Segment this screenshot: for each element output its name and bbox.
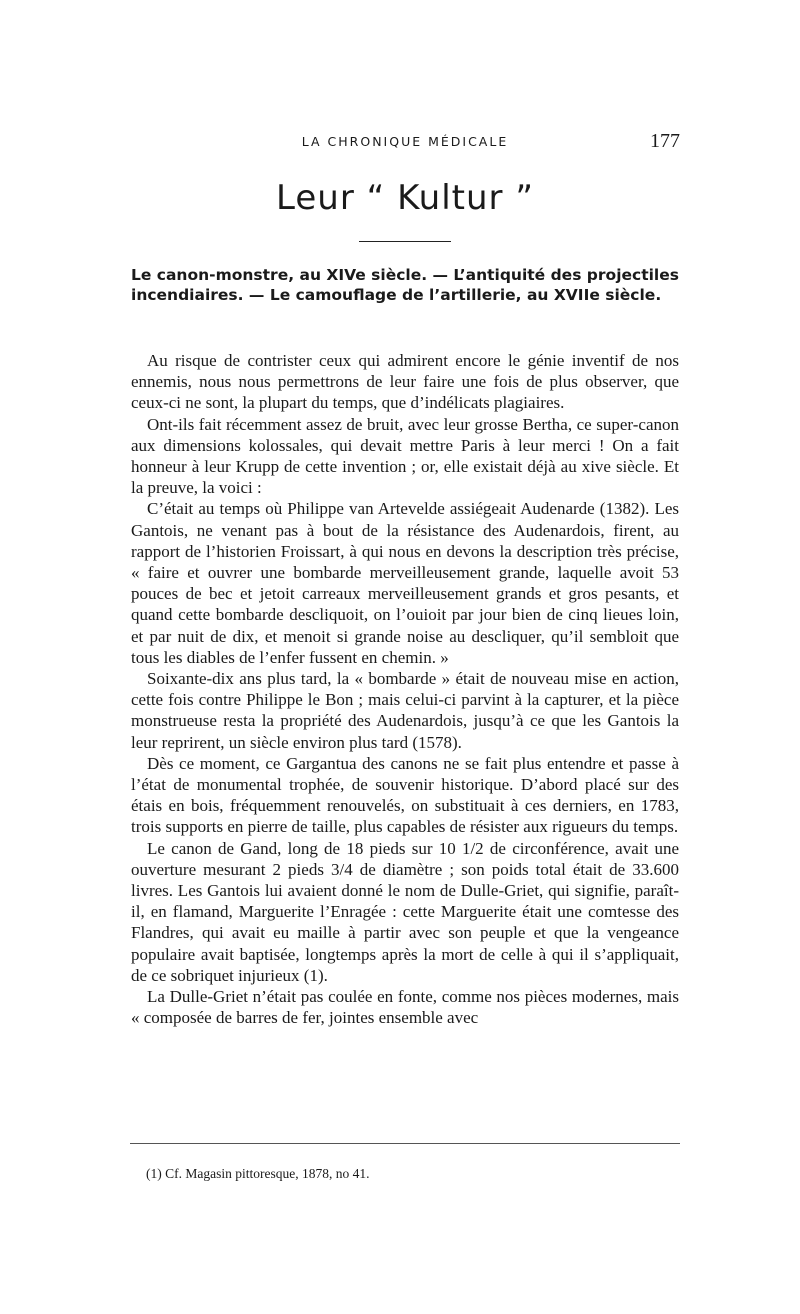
footnote-divider (130, 1143, 680, 1144)
paragraph: Soixante-dix ans plus tard, la « bombarde » était de nouveau mise en action, cette fois contre Philippe le Bon ; mais celui-ci parvint à la capturer, et la pièce monstrueuse resta la propriété des Audenardois, jusqu’à ce que les Gantois la leur reprirent, un siècle environ plus tard (1578). (131, 669, 679, 752)
running-header (130, 130, 680, 152)
page-number: 177 (650, 130, 680, 152)
running-title: LA CHRONIQUE MÉDICALE (301, 134, 509, 149)
title-divider (359, 241, 451, 242)
paragraph: Dès ce moment, ce Gargantua des canons ne se fait plus entendre et passe à l’état de monumental trophée, de souvenir historique. D’abord placé sur des étais en bois, fréquemment renouvelés, on substituait à ces derniers, en 1783, trois supports en pierre de taille, plus capables de résister aux rigueurs du temps. (131, 753, 679, 837)
paragraph: Le canon de Gand, long de 18 pieds sur 10 1/2 de circonférence, avait une ouverture mesurant 2 pieds 3/4 de diamètre ; son poids total était de 33.600 livres. Les Gantois lui avaient donné le nom de Dulle-Griet, qui signifie, paraît-il, en flamand, Marguerite l’Enragée : cette Marguerite était une comtesse des Flandres, qui avait eu maille à partir avec son peuple et que la vengeance populaire avait baptisée, longtemps après la mort de celle à qui il s’appliquait, de ce sobriquet injurieux (1). (131, 838, 679, 985)
article-title: Leur “ Kultur ” (276, 178, 534, 218)
paragraph: Ont-ils fait récemment assez de bruit, avec leur grosse Bertha, ce super-canon aux dimensions kolossales, qui devait mettre Paris à leur merci ! On a fait honneur à leur Krupp de cette invention ; or, elle existait déjà au xive siècle. Et la preuve, la voici : (131, 414, 679, 498)
article-subtitle: Le canon-monstre, au XIVe siècle. — L’antiquité des projectiles incendiaires. — Le camouflage de l’artillerie, au XVIIe siècle. (131, 266, 679, 304)
paragraph: La Dulle-Griet n’était pas coulée en fonte, comme nos pièces modernes, mais « composée de barres de fer, jointes ensemble avec (131, 987, 679, 1028)
paragraph: Au risque de contrister ceux qui admirent encore le génie inventif de nos ennemis, nous nous permettrons de leur faire une fois de plus observer, que ceux-ci ne sont, la plupart du temps, que d’indélicats plagiaires. (131, 351, 679, 413)
footnote: (1) Cf. Magasin pittoresque, 1878, no 41. (146, 1166, 370, 1181)
paragraph: C’était au temps où Philippe van Artevelde assiégeait Audenarde (1382). Les Gantois, ne venant pas à bout de la résistance des Audenardois, firent, au rapport de l’historien Froissart, à qui nous en devons la description très précise, « faire et ouvrer une bombarde merveilleusement grande, laquelle avoit 53 pouces de bec et jetoit carreaux merveilleusement grands et gros pesants, et quand cette bombarde descliquoit, on l’ouioit par jour bien de cinq lieues loin, et par nuit de dix, et menoit si grande noise au descliquer, qu’il sembloit que tous les diables de l’enfer fussent en chemin. » (131, 499, 679, 667)
article-body (131, 350, 679, 1029)
